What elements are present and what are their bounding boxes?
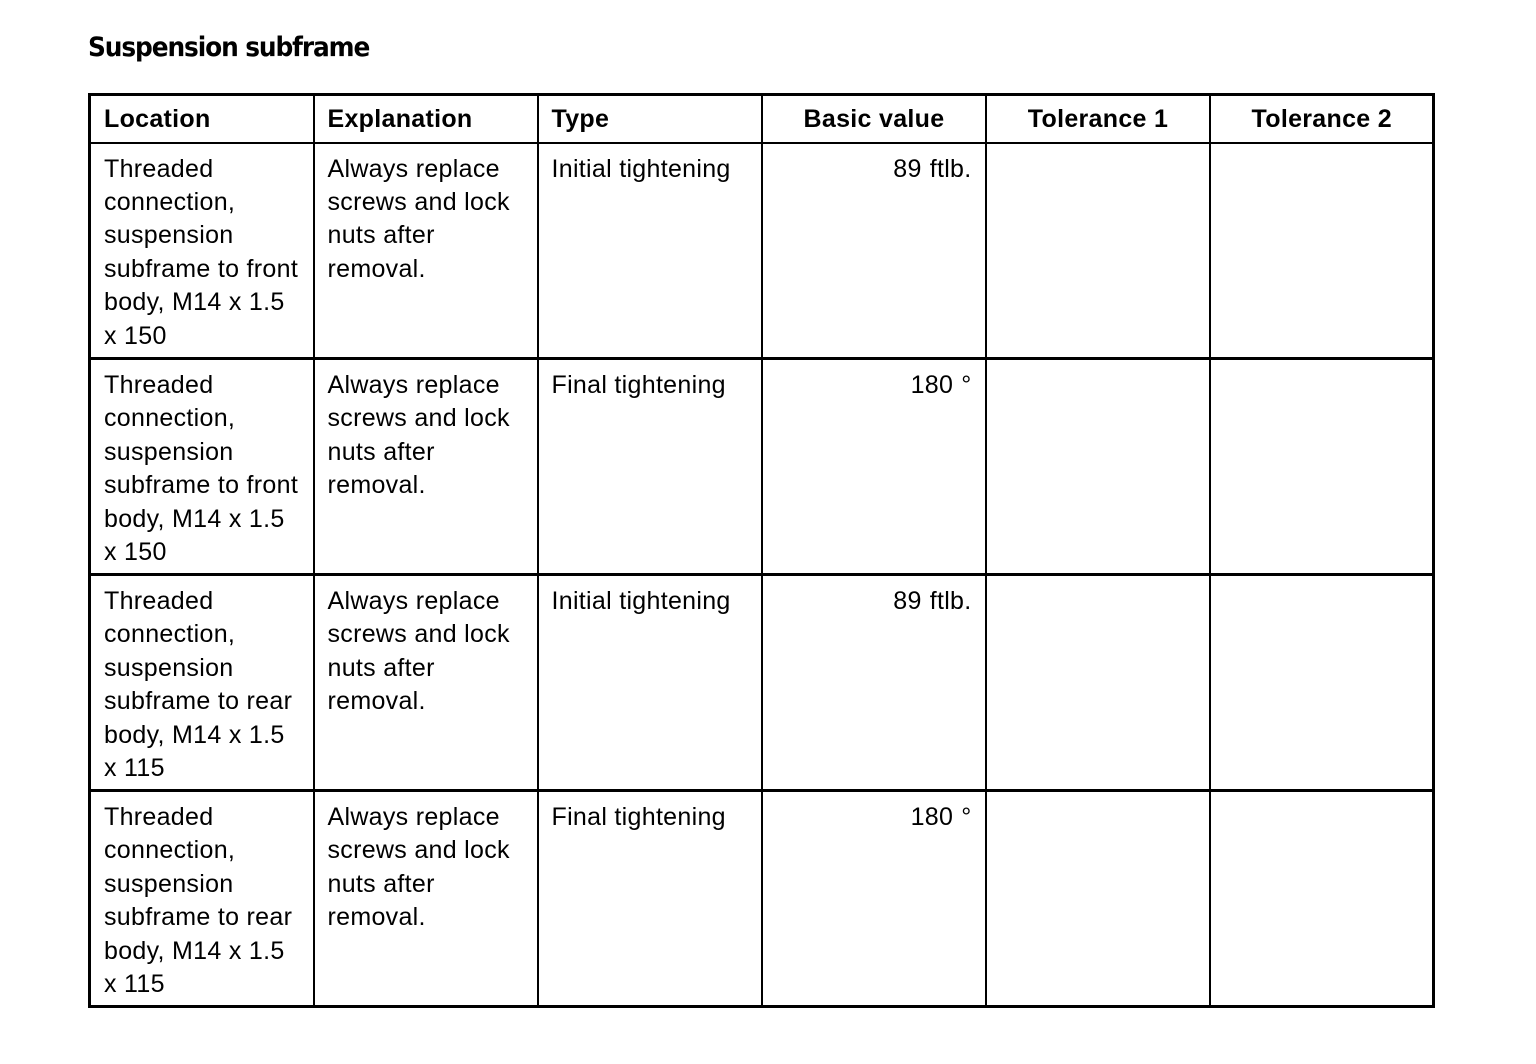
cell-tolerance-1	[986, 143, 1210, 359]
table-row	[90, 575, 1434, 791]
cell-basic-value	[762, 791, 986, 1007]
basic-value-number: 89	[893, 154, 922, 183]
basic-value-number: 180	[910, 803, 954, 831]
cell-tolerance-2	[1210, 143, 1434, 359]
cell-location: Threaded connection, suspension subframe to front body, M14 x 1.5 x 150	[90, 359, 314, 575]
cell-location: Threaded connection, suspension subframe to rear body, M14 x 1.5 x 115	[90, 575, 314, 791]
basic-value-unit: ftlb.	[929, 587, 972, 615]
basic-value-unit: °	[961, 803, 972, 831]
header-basic-value: Basic value	[762, 95, 986, 143]
cell-explanation: Always replace screws and lock nuts after removal.	[314, 575, 538, 791]
cell-type: Initial tightening	[538, 143, 762, 359]
header-tolerance-2: Tolerance 2	[1210, 95, 1434, 143]
cell-tolerance-2	[1210, 359, 1434, 575]
torque-spec-table	[88, 93, 1435, 1008]
cell-tolerance-2	[1210, 575, 1434, 791]
header-type: Type	[538, 95, 762, 143]
cell-tolerance-2	[1210, 791, 1434, 1007]
cell-explanation: Always replace screws and lock nuts after removal.	[314, 791, 538, 1007]
page-title: Suspension subframe	[88, 32, 370, 63]
table-header-row	[90, 95, 1434, 143]
cell-basic-value	[762, 143, 986, 359]
basic-value-unit: ftlb.	[929, 154, 972, 183]
cell-explanation: Always replace screws and lock nuts after removal.	[314, 359, 538, 575]
cell-location: Threaded connection, suspension subframe to front body, M14 x 1.5 x 150	[90, 143, 314, 359]
cell-basic-value	[762, 575, 986, 791]
table-row	[90, 359, 1434, 575]
table-row	[90, 791, 1434, 1007]
basic-value-number: 89	[893, 587, 922, 615]
basic-value-unit: °	[961, 371, 972, 399]
table-row	[90, 143, 1434, 359]
basic-value-number: 180	[910, 371, 954, 399]
header-location: Location	[90, 95, 314, 143]
cell-explanation: Always replace screws and lock nuts after removal.	[314, 143, 538, 359]
cell-type: Initial tightening	[538, 575, 762, 791]
cell-type: Final tightening	[538, 359, 762, 575]
cell-location: Threaded connection, suspension subframe to rear body, M14 x 1.5 x 115	[90, 791, 314, 1007]
cell-type: Final tightening	[538, 791, 762, 1007]
header-tolerance-1: Tolerance 1	[986, 95, 1210, 143]
cell-tolerance-1	[986, 359, 1210, 575]
cell-tolerance-1	[986, 791, 1210, 1007]
header-explanation: Explanation	[314, 95, 538, 143]
cell-basic-value	[762, 359, 986, 575]
cell-tolerance-1	[986, 575, 1210, 791]
